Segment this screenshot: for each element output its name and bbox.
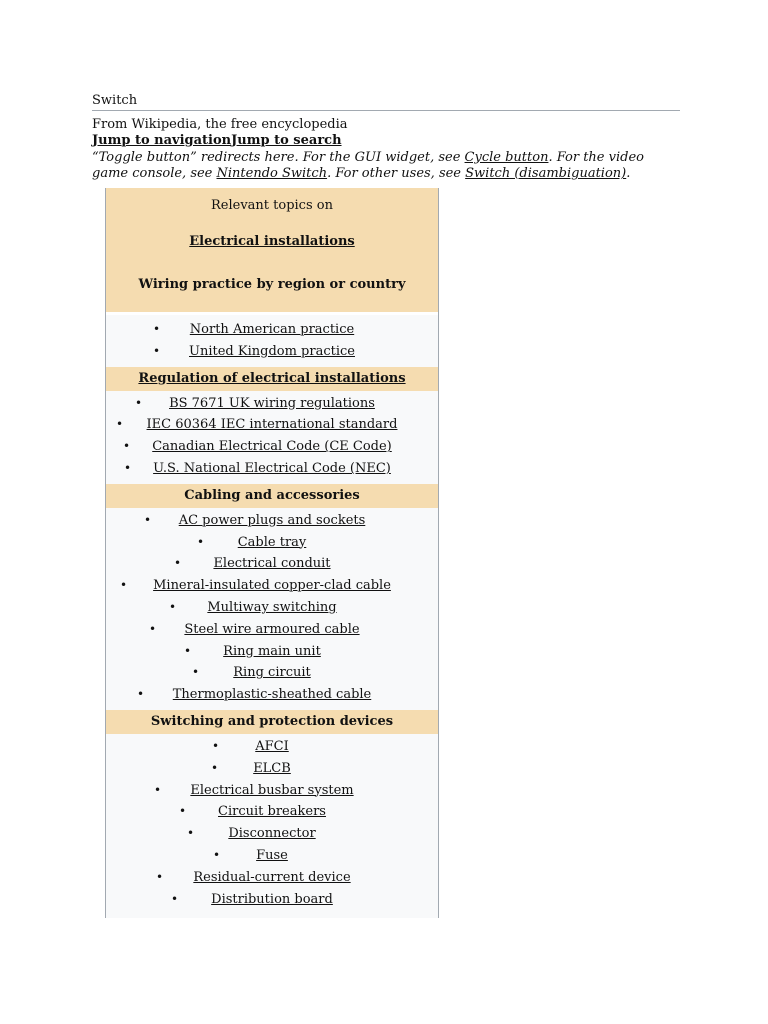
- bullet: •: [169, 599, 177, 614]
- list-item: [106, 889, 438, 911]
- switch-disambiguation-link[interactable]: Switch (disambiguation): [465, 166, 627, 181]
- nintendo-switch-link[interactable]: Nintendo Switch: [216, 166, 328, 181]
- cabling-list: [106, 508, 438, 710]
- wiring-practice-list: [106, 315, 438, 367]
- jump-links: [92, 133, 680, 149]
- regulation-list: [106, 391, 438, 484]
- jump-to-navigation-link[interactable]: Jump to navigation: [92, 133, 232, 148]
- list-item: [106, 662, 438, 684]
- list-item: [106, 341, 438, 363]
- residual-current-device-link[interactable]: Residual-current device: [193, 869, 351, 885]
- ring-circuit-link[interactable]: Ring circuit: [233, 665, 311, 681]
- bullet: •: [211, 760, 219, 775]
- bullet: •: [135, 395, 143, 410]
- jump-to-search-link[interactable]: Jump to search: [231, 133, 342, 148]
- hatnote-text-3: . For other uses, see: [327, 166, 466, 181]
- list-item: [106, 553, 438, 575]
- bullet: •: [213, 847, 221, 862]
- bullet: •: [123, 439, 131, 454]
- iec-60364-link[interactable]: IEC 60364 IEC international standard: [146, 417, 398, 433]
- list-item: [106, 414, 438, 436]
- list-item: [106, 801, 438, 823]
- circuit-breakers-link[interactable]: Circuit breakers: [218, 804, 326, 820]
- united-kingdom-practice-link[interactable]: United Kingdom practice: [189, 343, 355, 359]
- cycle-button-link[interactable]: Cycle button: [464, 150, 549, 165]
- list-item: [106, 393, 438, 415]
- mineral-insulated-cable-link[interactable]: Mineral-insulated copper-clad cable: [153, 578, 391, 594]
- list-item: [106, 736, 438, 758]
- bullet: •: [149, 621, 157, 636]
- hatnote: [92, 150, 680, 182]
- bullet: •: [124, 460, 132, 475]
- article-header: [92, 92, 680, 182]
- switching-group-title: Switching and protection devices: [106, 710, 438, 734]
- navbox-relevant-topics: Relevant topics on: [211, 198, 333, 213]
- electrical-conduit-link[interactable]: Electrical conduit: [213, 556, 331, 572]
- hatnote-text-4: .: [626, 166, 631, 181]
- list-item: [106, 845, 438, 867]
- disconnector-link[interactable]: Disconnector: [228, 826, 316, 842]
- bullet: •: [212, 738, 220, 753]
- ac-power-plugs-link[interactable]: AC power plugs and sockets: [178, 512, 366, 528]
- north-american-practice-link[interactable]: North American practice: [189, 322, 355, 337]
- list-item: [106, 510, 438, 532]
- bullet: •: [156, 869, 164, 884]
- navbox-header: [106, 188, 438, 312]
- fuse-link[interactable]: Fuse: [256, 847, 288, 863]
- hatnote-text-2: . For the video game console, see: [92, 150, 644, 181]
- bullet: •: [174, 556, 182, 571]
- list-item: [106, 641, 438, 663]
- bullet: •: [192, 665, 200, 680]
- distribution-board-link[interactable]: Distribution board: [211, 891, 333, 907]
- list-item: [106, 319, 438, 341]
- bullet: •: [144, 512, 152, 527]
- list-item: [106, 532, 438, 554]
- cabling-group-title: Cabling and accessories: [106, 484, 438, 508]
- list-item: [106, 758, 438, 780]
- bullet: •: [184, 643, 192, 658]
- bullet: •: [179, 804, 187, 819]
- elcb-link[interactable]: ELCB: [253, 760, 291, 776]
- page-subtitle: From Wikipedia, the free encyclopedia: [92, 117, 348, 132]
- list-item: [106, 597, 438, 619]
- regulation-group-title: [106, 367, 438, 391]
- thermoplastic-sheathed-cable-link[interactable]: Thermoplastic-sheathed cable: [172, 687, 372, 703]
- list-item: [106, 619, 438, 641]
- multiway-switching-link[interactable]: Multiway switching: [207, 599, 337, 615]
- list-item: [106, 867, 438, 889]
- bullet: •: [154, 782, 162, 797]
- navbox-main-title: [106, 234, 438, 249]
- bullet: •: [120, 578, 128, 593]
- switching-list: [106, 734, 438, 918]
- bullet: •: [171, 891, 179, 906]
- electrical-busbar-system-link[interactable]: Electrical busbar system: [190, 782, 354, 798]
- list-item: [106, 823, 438, 845]
- list-item: [106, 780, 438, 802]
- electrical-installations-link[interactable]: Electrical installations: [189, 234, 355, 249]
- national-electrical-code-link[interactable]: U.S. National Electrical Code (NEC): [153, 460, 391, 476]
- navbox: [105, 188, 439, 918]
- bullet: •: [137, 687, 145, 702]
- afci-link[interactable]: AFCI: [255, 738, 289, 754]
- cable-tray-link[interactable]: Cable tray: [237, 534, 307, 550]
- page-title: Switch: [92, 92, 680, 111]
- list-item: [106, 458, 438, 480]
- bullet: •: [116, 417, 124, 432]
- list-item: [106, 436, 438, 458]
- bs-7671-link[interactable]: BS 7671 UK wiring regulations: [169, 395, 375, 411]
- wiring-practice-heading: Wiring practice by region or country: [138, 277, 406, 292]
- canadian-electrical-code-link[interactable]: Canadian Electrical Code (CE Code): [152, 439, 392, 455]
- bullet: •: [153, 343, 161, 358]
- hatnote-text-1: “Toggle button” redirects here. For the GUI widget, see: [92, 150, 465, 165]
- regulation-link[interactable]: Regulation of electrical installations: [138, 370, 406, 386]
- bullet: •: [197, 534, 205, 549]
- ring-main-unit-link[interactable]: Ring main unit: [223, 643, 321, 659]
- list-item: [106, 575, 438, 597]
- steel-wire-armoured-cable-link[interactable]: Steel wire armoured cable: [184, 621, 360, 637]
- bullet: •: [153, 322, 161, 336]
- list-item: [106, 684, 438, 706]
- bullet: •: [187, 826, 195, 841]
